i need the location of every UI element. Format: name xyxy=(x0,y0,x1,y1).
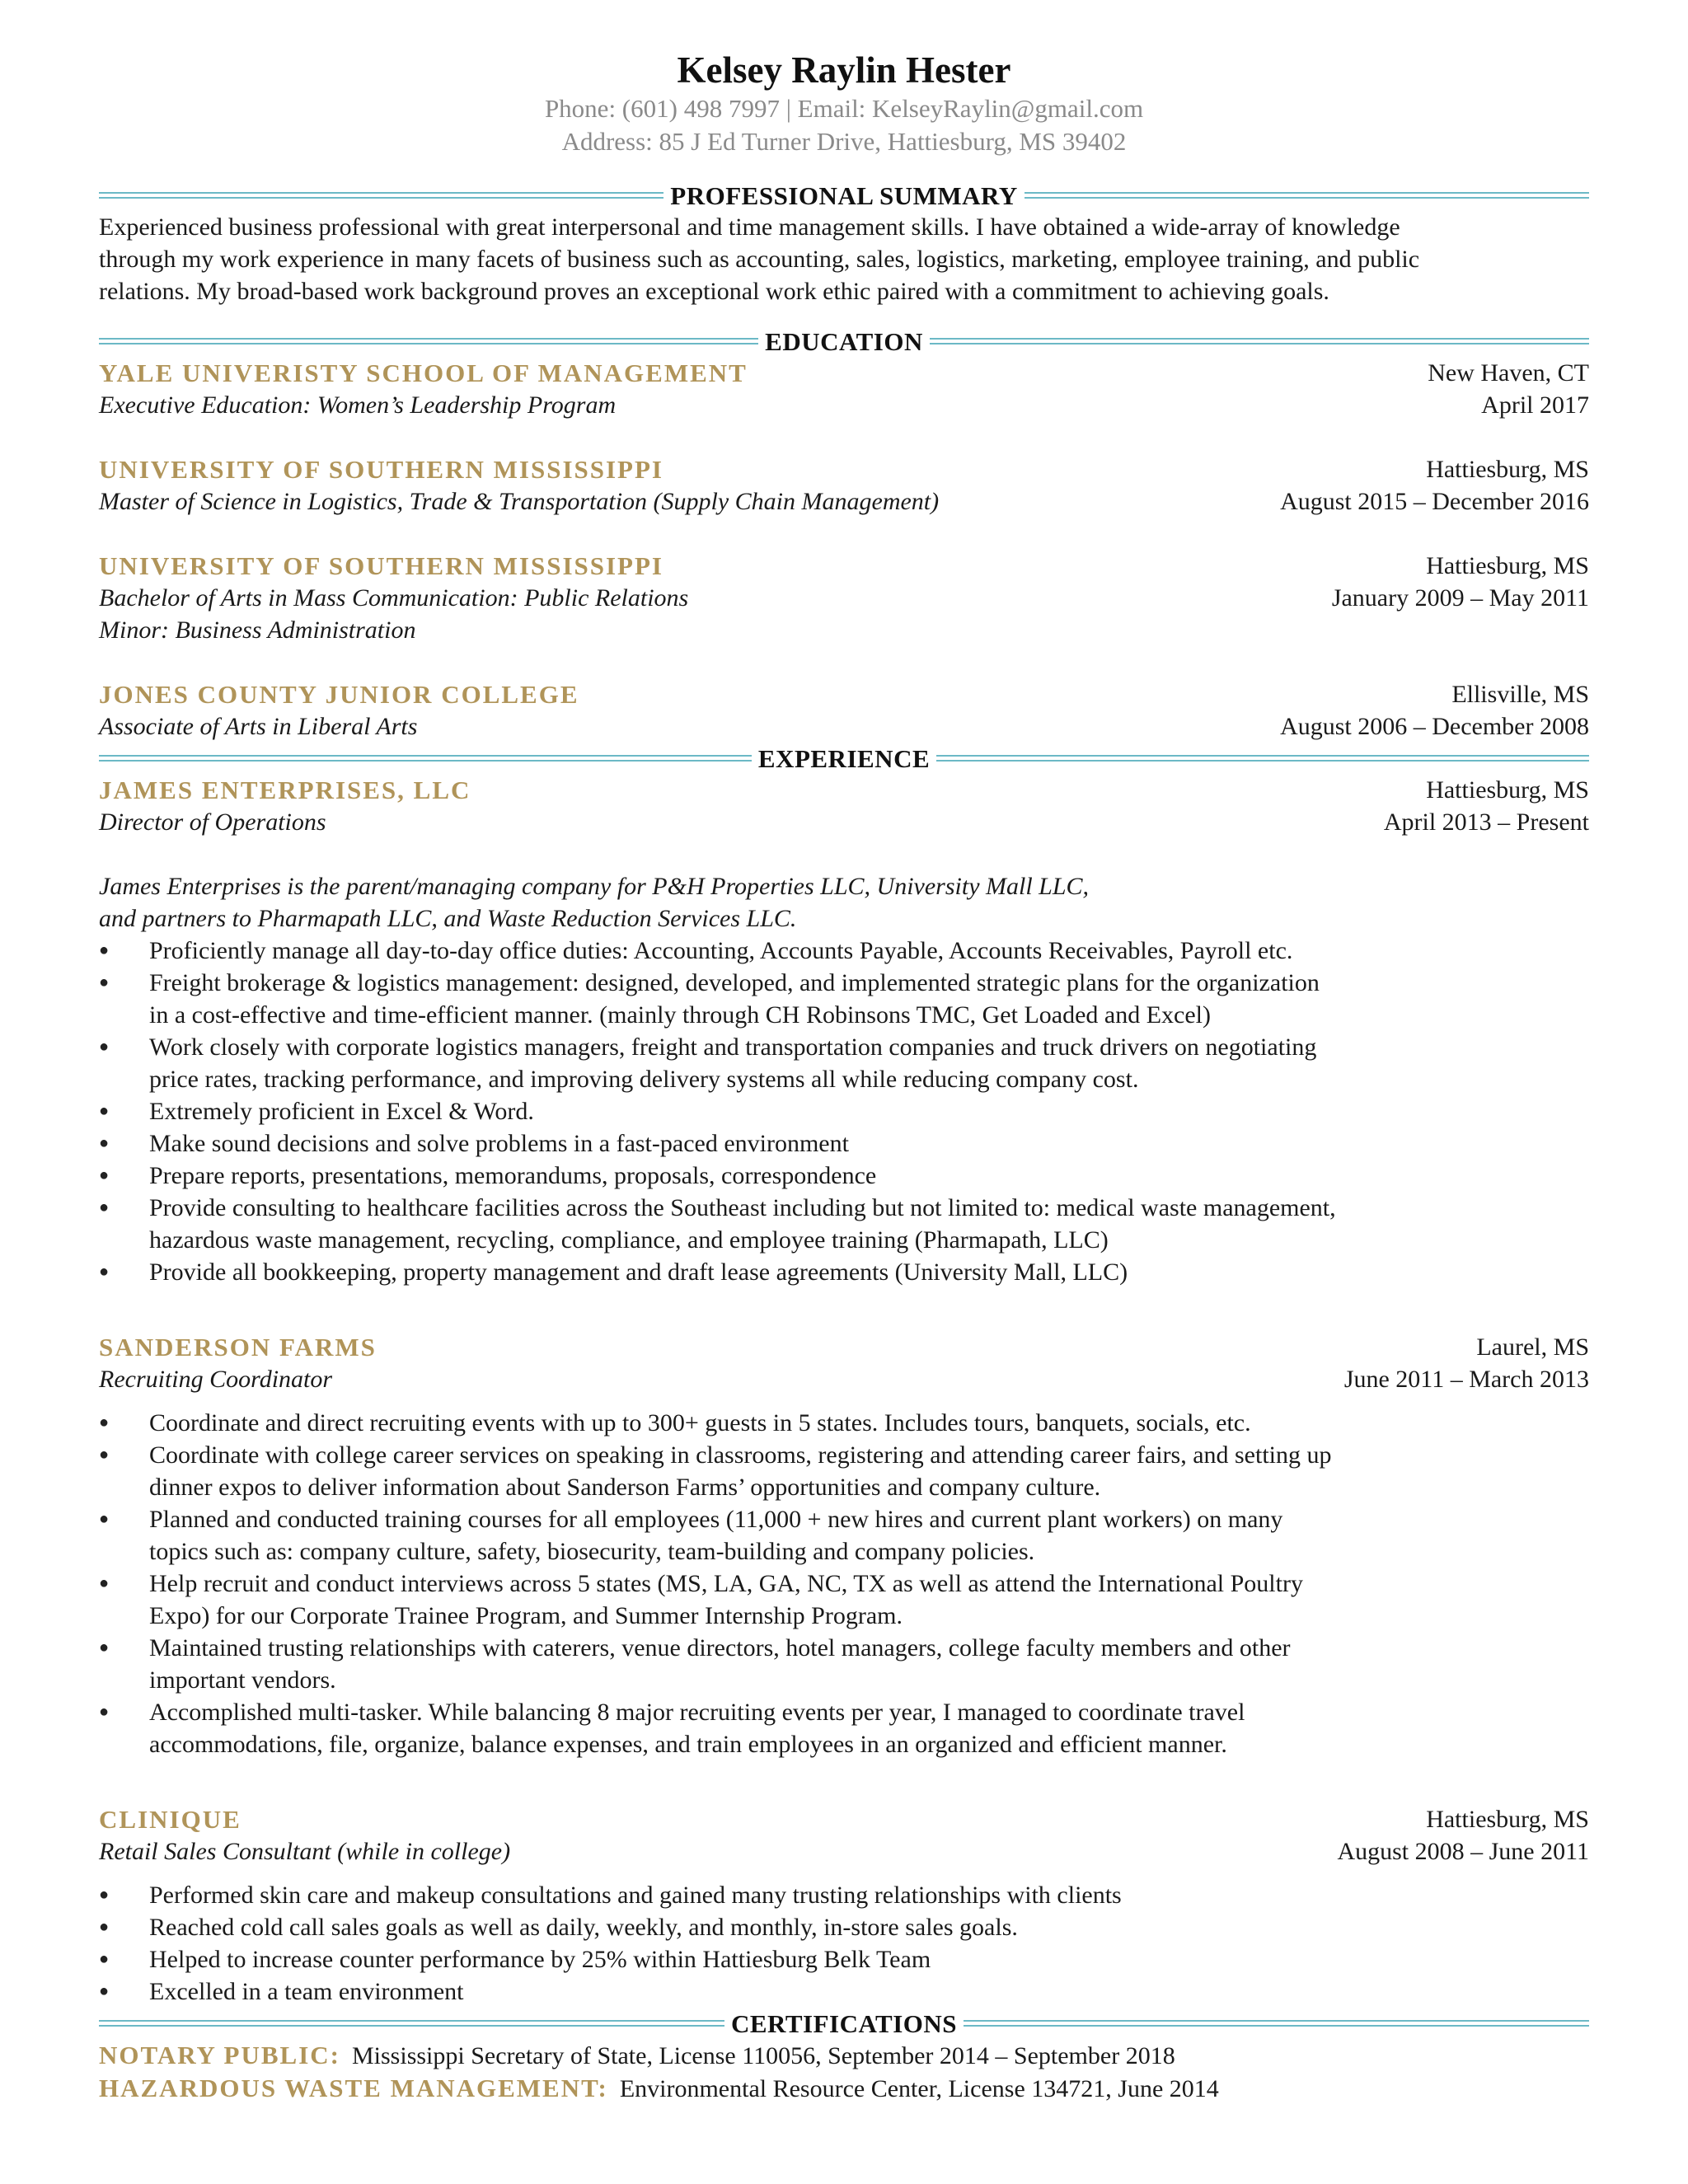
description-line: James Enterprises is the parent/managing company for P&H Properties LLC, University Mall LLC, xyxy=(99,873,1090,900)
bullet-item: ● Freight brokerage & logistics management: designed, developed, and implemented strategic plans for the organization in a cost-effective and time-efficient manner. (mainly through CH Robinsons TMC, Get Loaded and Excel) xyxy=(99,967,1589,1031)
divider-left xyxy=(99,192,663,199)
bullet-item: ● Excelled in a team environment xyxy=(99,1975,1589,2008)
divider-right xyxy=(1025,192,1589,199)
job-location: Laurel, MS xyxy=(1476,1333,1589,1361)
divider-right xyxy=(930,338,1589,344)
job-entry xyxy=(99,774,1589,1288)
summary-line: relations. My broad-based work background proves an exceptional work ethic paired with a commitment to achieving goals. xyxy=(99,278,1329,305)
job-title: Retail Sales Consultant (while in college) xyxy=(99,1838,511,1865)
education-entry xyxy=(99,453,1589,518)
education-date: January 2009 – May 2011 xyxy=(1331,584,1589,612)
school-location: New Haven, CT xyxy=(1428,359,1589,387)
summary-heading: PROFESSIONAL SUMMARY xyxy=(670,180,1018,210)
divider-right xyxy=(936,755,1589,762)
bullet-item: ● Coordinate with college career services on speaking in classrooms, registering and attending career fairs, and setting up dinner expos to deliver information about Sanderson Farms’ opportunities and company culture. xyxy=(99,1439,1589,1503)
certification-text: Environmental Resource Center, License 134721, June 2014 xyxy=(619,2075,1219,2102)
school-name: YALE UNIVERISTY SCHOOL OF MANAGEMENT xyxy=(99,359,748,387)
certifications-heading-rule xyxy=(99,2008,1589,2039)
job-location: Hattiesburg, MS xyxy=(1426,776,1589,804)
job-bullets xyxy=(99,935,1589,1288)
job-location: Hattiesburg, MS xyxy=(1426,1806,1589,1833)
divider-right xyxy=(964,2020,1589,2027)
experience-heading: EXPERIENCE xyxy=(757,743,931,773)
school-name: JONES COUNTY JUNIOR COLLEGE xyxy=(99,680,579,709)
job-bullets xyxy=(99,1879,1589,2008)
certification-item xyxy=(99,2072,1589,2105)
bullet-item: ● Work closely with corporate logistics managers, freight and transportation companies and truck drivers on negotiating price rates, tracking performance, and improving delivery systems all while reducing company cost. xyxy=(99,1031,1589,1095)
summary-text xyxy=(99,211,1589,307)
candidate-name: Kelsey Raylin Hester xyxy=(677,49,1011,91)
job-entry xyxy=(99,1331,1589,1760)
description-line: and partners to Pharmapath LLC, and Waste Reduction Services LLC. xyxy=(99,905,797,932)
company-name: JAMES ENTERPRISES, LLC xyxy=(99,776,471,804)
bullet-item: ● Planned and conducted training courses for all employees (11,000 + new hires and current plant workers) on many topics such as: company culture, safety, biosecurity, team-building and company policies. xyxy=(99,1503,1589,1568)
address-line: Address: 85 J Ed Turner Drive, Hattiesburg, MS 39402 xyxy=(561,127,1127,156)
education-entry xyxy=(99,357,1589,421)
bullet-item: ● Maintained trusting relationships with caterers, venue directors, hotel managers, college faculty members and other important vendors. xyxy=(99,1632,1589,1696)
school-location: Hattiesburg, MS xyxy=(1426,552,1589,579)
degree: Bachelor of Arts in Mass Communication: Public Relations xyxy=(99,584,689,612)
bullet-item: ● Provide consulting to healthcare facilities across the Southeast including but not limited to: medical waste management, hazardous waste management, recycling, compliance, and employee training (Pharmapath, LLC) xyxy=(99,1192,1589,1256)
bullet-item: ● Accomplished multi-tasker. While balancing 8 major recruiting events per year, I managed to coordinate travel accommodations, file, organize, balance expenses, and train employees in an organized and efficient manner. xyxy=(99,1696,1589,1760)
degree: Master of Science in Logistics, Trade & Transportation (Supply Chain Management) xyxy=(99,488,940,515)
job-bullets xyxy=(99,1407,1589,1760)
degree: Executive Education: Women’s Leadership Program xyxy=(99,391,617,419)
summary-line: Experienced business professional with great interpersonal and time management skills. I have obtained a wide-array of knowledge xyxy=(99,213,1400,241)
school-location: Hattiesburg, MS xyxy=(1426,456,1589,483)
company-description xyxy=(99,870,1589,935)
company-name: SANDERSON FARMS xyxy=(99,1333,377,1361)
education-entry xyxy=(99,550,1589,646)
job-entry xyxy=(99,1803,1589,2008)
experience-heading-rule xyxy=(99,743,1589,774)
bullet-item: ● Proficiently manage all day-to-day office duties: Accounting, Accounts Payable, Accounts Receivables, Payroll etc. xyxy=(99,935,1589,967)
degree: Associate of Arts in Liberal Arts xyxy=(99,713,418,740)
bullet-item: ● Reached cold call sales goals as well as daily, weekly, and monthly, in-store sales goals. xyxy=(99,1911,1589,1943)
bullet-item: ● Performed skin care and makeup consultations and gained many trusting relationships with clients xyxy=(99,1879,1589,1911)
job-date: June 2011 – March 2013 xyxy=(1343,1366,1589,1393)
education-entry xyxy=(99,678,1589,743)
bullet-item: ● Extremely proficient in Excel & Word. xyxy=(99,1095,1589,1127)
bullet-item: ● Helped to increase counter performance by 25% within Hattiesburg Belk Team xyxy=(99,1943,1589,1975)
education-date: April 2017 xyxy=(1481,391,1589,419)
bullet-item: ● Make sound decisions and solve problems in a fast-paced environment xyxy=(99,1127,1589,1160)
school-location: Ellisville, MS xyxy=(1451,681,1589,708)
degree-minor: Minor: Business Administration xyxy=(99,616,416,644)
bullet-item: ● Help recruit and conduct interviews across 5 states (MS, LA, GA, NC, TX as well as attend the International Poultry Expo) for our Corporate Trainee Program, and Summer Internship Program. xyxy=(99,1568,1589,1632)
divider-left xyxy=(99,2020,724,2027)
education-date: August 2015 – December 2016 xyxy=(1280,488,1589,515)
company-name: CLINIQUE xyxy=(99,1805,241,1834)
bullet-item: ● Provide all bookkeeping, property management and draft lease agreements (University Mall, LLC) xyxy=(99,1256,1589,1288)
certification-text: Mississippi Secretary of State, License 110056, September 2014 – September 2018 xyxy=(352,2042,1175,2069)
summary-line: through my work experience in many facets of business such as accounting, sales, logistics, marketing, employee training, and public xyxy=(99,246,1420,273)
certification-label: HAZARDOUS WASTE MANAGEMENT: xyxy=(99,2074,608,2102)
education-date: August 2006 – December 2008 xyxy=(1280,713,1589,740)
bullet-item: ● Prepare reports, presentations, memorandums, proposals, correspondence xyxy=(99,1160,1589,1192)
education-heading: EDUCATION xyxy=(765,326,923,356)
contact-line: Phone: (601) 498 7997 | Email: KelseyRaylin@gmail.com xyxy=(544,94,1144,123)
school-name: UNIVERSITY OF SOUTHERN MISSISSIPPI xyxy=(99,551,663,580)
certification-item xyxy=(99,2039,1589,2072)
job-title: Recruiting Coordinator xyxy=(99,1366,333,1393)
divider-left xyxy=(99,338,758,344)
divider-left xyxy=(99,755,752,762)
certifications-heading: CERTIFICATIONS xyxy=(730,2008,958,2038)
summary-heading-rule xyxy=(99,180,1589,211)
certification-label: NOTARY PUBLIC: xyxy=(99,2041,340,2069)
job-date: April 2013 – Present xyxy=(1383,808,1589,836)
education-heading-rule xyxy=(99,326,1589,357)
bullet-item: ● Coordinate and direct recruiting events with up to 300+ guests in 5 states. Includes tours, banquets, socials, etc. xyxy=(99,1407,1589,1439)
job-title: Director of Operations xyxy=(99,808,326,836)
school-name: UNIVERSITY OF SOUTHERN MISSISSIPPI xyxy=(99,455,663,484)
job-date: August 2008 – June 2011 xyxy=(1337,1838,1589,1865)
